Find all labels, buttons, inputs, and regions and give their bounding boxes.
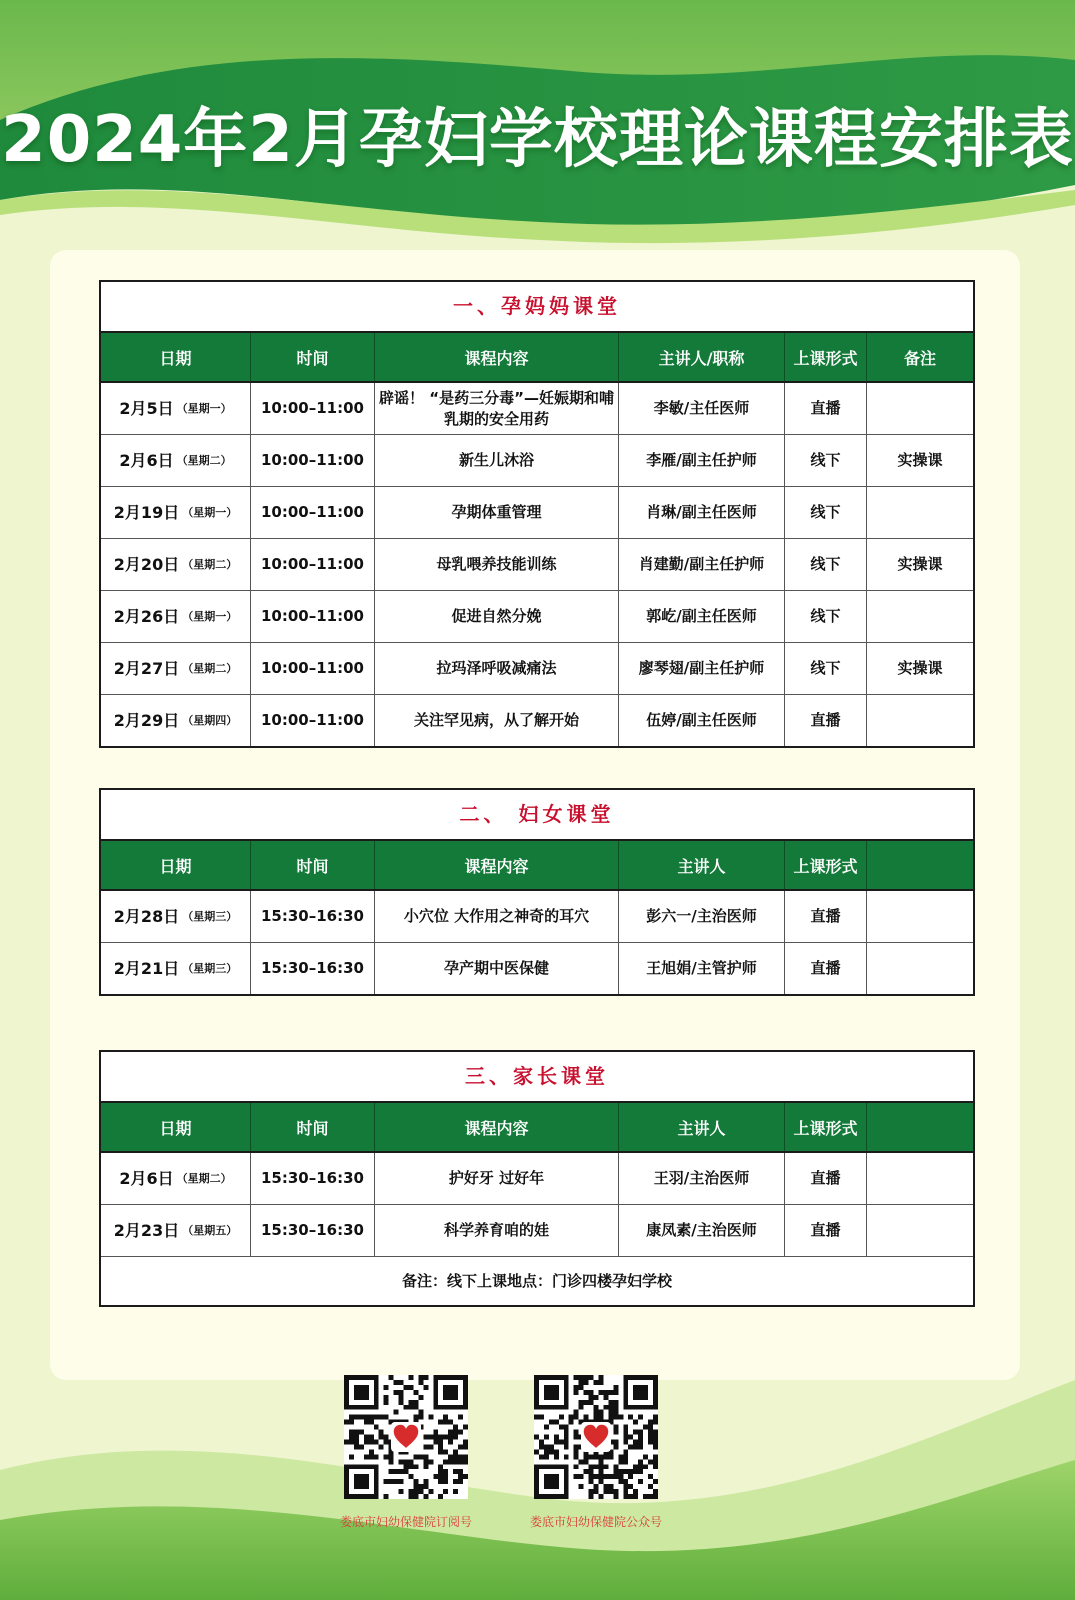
cell-speaker: 王旭娟/主管护师 xyxy=(619,943,785,994)
cell-date xyxy=(101,539,251,590)
hospital-logo-icon xyxy=(581,1422,611,1452)
section-1-body xyxy=(101,383,973,746)
weekday-text: （星期一） xyxy=(182,506,238,519)
table-row xyxy=(101,539,973,591)
cell-date xyxy=(101,1205,251,1256)
table-row xyxy=(101,383,973,435)
section-2-body xyxy=(101,891,973,994)
date-text: 2月6日 xyxy=(119,451,174,470)
cell-speaker: 李敏/主任医师 xyxy=(619,383,785,434)
cell-mode: 线下 xyxy=(785,487,867,538)
date-text: 2月23日 xyxy=(113,1221,180,1240)
cell-speaker: 肖琳/副主任医师 xyxy=(619,487,785,538)
cell-date xyxy=(101,487,251,538)
cell-date xyxy=(101,383,251,434)
cell-note xyxy=(867,383,973,434)
cell-content: 孕期体重管理 xyxy=(375,487,619,538)
cell-date xyxy=(101,1153,251,1204)
cell-note: 实操课 xyxy=(897,659,943,677)
cell-time: 10:00–11:00 xyxy=(251,591,375,642)
date-text: 2月28日 xyxy=(113,907,180,926)
date-text: 2月26日 xyxy=(113,607,180,626)
table-row xyxy=(101,487,973,539)
cell-date xyxy=(101,643,251,694)
cell-time: 10:00–11:00 xyxy=(251,539,375,590)
cell-date xyxy=(101,891,251,942)
section-3-header xyxy=(101,1103,973,1153)
qr-caption-subscription: 娄底市妇幼保健院订阅号 xyxy=(339,1515,472,1529)
cell-time: 10:00–11:00 xyxy=(251,435,375,486)
cell-speaker: 伍婷/副主任医师 xyxy=(619,695,785,746)
cell-mode: 直播 xyxy=(785,891,867,942)
header-mode: 上课形式 xyxy=(785,841,867,889)
cell-mode: 直播 xyxy=(785,695,867,746)
qr-code-icon[interactable] xyxy=(534,1375,658,1499)
weekday-text: （星期二） xyxy=(182,662,238,675)
section-3-table xyxy=(99,1050,975,1307)
weekday-text: （星期三） xyxy=(182,910,238,923)
header-speaker: 主讲人 xyxy=(619,1103,785,1151)
table-row xyxy=(101,1153,973,1205)
cell-note: 实操课 xyxy=(897,451,943,469)
weekday-text: （星期三） xyxy=(182,962,238,975)
cell-mode: 线下 xyxy=(785,435,867,486)
section-1-header xyxy=(101,333,973,383)
location-note: 备注：线下上课地点：门诊四楼孕妇学校 xyxy=(101,1256,973,1305)
cell-content: 促进自然分娩 xyxy=(375,591,619,642)
hospital-logo-icon xyxy=(391,1422,421,1452)
section-2-title: 二、 妇女课堂 xyxy=(101,790,973,841)
header-date: 日期 xyxy=(101,333,251,381)
table-row xyxy=(101,1205,973,1256)
cell-mode: 线下 xyxy=(785,539,867,590)
header-content: 课程内容 xyxy=(375,841,619,889)
header-date: 日期 xyxy=(101,841,251,889)
qr-caption-official: 娄底市妇幼保健院公众号 xyxy=(529,1515,662,1529)
weekday-text: （星期二） xyxy=(176,1172,232,1185)
header-date: 日期 xyxy=(101,1103,251,1151)
cell-date xyxy=(101,591,251,642)
cell-content: 母乳喂养技能训练 xyxy=(375,539,619,590)
header-speaker: 主讲人/职称 xyxy=(619,333,785,381)
cell-content: 护好牙 过好年 xyxy=(375,1153,619,1204)
header-time: 时间 xyxy=(251,1103,375,1151)
cell-content: 孕产期中医保健 xyxy=(375,943,619,994)
weekday-text: （星期一） xyxy=(176,402,232,415)
table-row xyxy=(101,891,973,943)
section-2-table xyxy=(99,788,975,996)
cell-note xyxy=(867,943,973,994)
cell-speaker: 肖建勤/副主任护师 xyxy=(619,539,785,590)
header-time: 时间 xyxy=(251,841,375,889)
weekday-text: （星期一） xyxy=(182,610,238,623)
cell-time: 15:30–16:30 xyxy=(251,891,375,942)
cell-note xyxy=(867,695,973,746)
cell-time: 10:00–11:00 xyxy=(251,487,375,538)
cell-time: 10:00–11:00 xyxy=(251,643,375,694)
cell-date xyxy=(101,435,251,486)
cell-mode: 直播 xyxy=(785,943,867,994)
qr-block-official xyxy=(516,1375,676,1530)
table-row xyxy=(101,591,973,643)
cell-content: 小穴位 大作用之神奇的耳穴 xyxy=(375,891,619,942)
qr-block-subscription xyxy=(326,1375,486,1530)
cell-note xyxy=(867,487,973,538)
cell-mode: 线下 xyxy=(785,591,867,642)
cell-note xyxy=(867,1153,973,1204)
cell-mode: 直播 xyxy=(785,1205,867,1256)
cell-content: 拉玛泽呼吸减痛法 xyxy=(375,643,619,694)
date-text: 2月6日 xyxy=(119,1169,174,1188)
cell-content: 新生儿沐浴 xyxy=(375,435,619,486)
table-row xyxy=(101,643,973,695)
cell-speaker: 王羽/主治医师 xyxy=(619,1153,785,1204)
header-note xyxy=(867,841,973,889)
cell-time: 10:00–11:00 xyxy=(251,383,375,434)
cell-mode: 线下 xyxy=(785,643,867,694)
cell-time: 15:30–16:30 xyxy=(251,1153,375,1204)
date-text: 2月19日 xyxy=(113,503,180,522)
weekday-text: （星期二） xyxy=(182,558,238,571)
table-row xyxy=(101,943,973,994)
cell-note xyxy=(867,591,973,642)
cell-speaker: 李雁/副主任护师 xyxy=(619,435,785,486)
date-text: 2月20日 xyxy=(113,555,180,574)
header-note: 备注 xyxy=(903,348,936,368)
section-1-table xyxy=(99,280,975,748)
cell-speaker: 廖琴翅/副主任护师 xyxy=(619,643,785,694)
cell-note xyxy=(867,891,973,942)
date-text: 2月5日 xyxy=(119,399,174,418)
header-content: 课程内容 xyxy=(375,333,619,381)
weekday-text: （星期二） xyxy=(176,454,232,467)
header-note xyxy=(867,1103,973,1151)
cell-time: 15:30–16:30 xyxy=(251,943,375,994)
cell-note: 实操课 xyxy=(897,555,943,573)
cell-speaker: 彭六一/主治医师 xyxy=(619,891,785,942)
cell-mode: 直播 xyxy=(785,383,867,434)
section-1-title: 一、孕妈妈课堂 xyxy=(101,282,973,333)
qr-code-icon[interactable] xyxy=(344,1375,468,1499)
cell-content: 辟谣！ “是药三分毒”—妊娠期和哺乳期的安全用药 xyxy=(375,383,619,434)
cell-date xyxy=(101,943,251,994)
cell-content: 关注罕见病，从了解开始 xyxy=(375,695,619,746)
header-mode: 上课形式 xyxy=(785,333,867,381)
header-content: 课程内容 xyxy=(375,1103,619,1151)
date-text: 2月21日 xyxy=(113,959,180,978)
cell-time: 15:30–16:30 xyxy=(251,1205,375,1256)
cell-note xyxy=(867,1205,973,1256)
date-text: 2月27日 xyxy=(113,659,180,678)
section-2-header xyxy=(101,841,973,891)
date-text: 2月29日 xyxy=(113,711,180,730)
cell-speaker: 康凤素/主治医师 xyxy=(619,1205,785,1256)
cell-speaker: 郭屹/副主任医师 xyxy=(619,591,785,642)
weekday-text: （星期四） xyxy=(182,714,238,727)
cell-time: 10:00–11:00 xyxy=(251,695,375,746)
section-3-body xyxy=(101,1153,973,1256)
header-speaker: 主讲人 xyxy=(619,841,785,889)
cell-date xyxy=(101,695,251,746)
page-title: 2024年2月孕妇学校理论课程安排表 xyxy=(1,103,1074,177)
table-row xyxy=(101,695,973,746)
header-time: 时间 xyxy=(251,333,375,381)
header-mode: 上课形式 xyxy=(785,1103,867,1151)
section-3-title: 三、家长课堂 xyxy=(101,1052,973,1103)
cell-content: 科学养育咱的娃 xyxy=(375,1205,619,1256)
cell-mode: 直播 xyxy=(785,1153,867,1204)
weekday-text: （星期五） xyxy=(182,1224,238,1237)
table-row xyxy=(101,435,973,487)
